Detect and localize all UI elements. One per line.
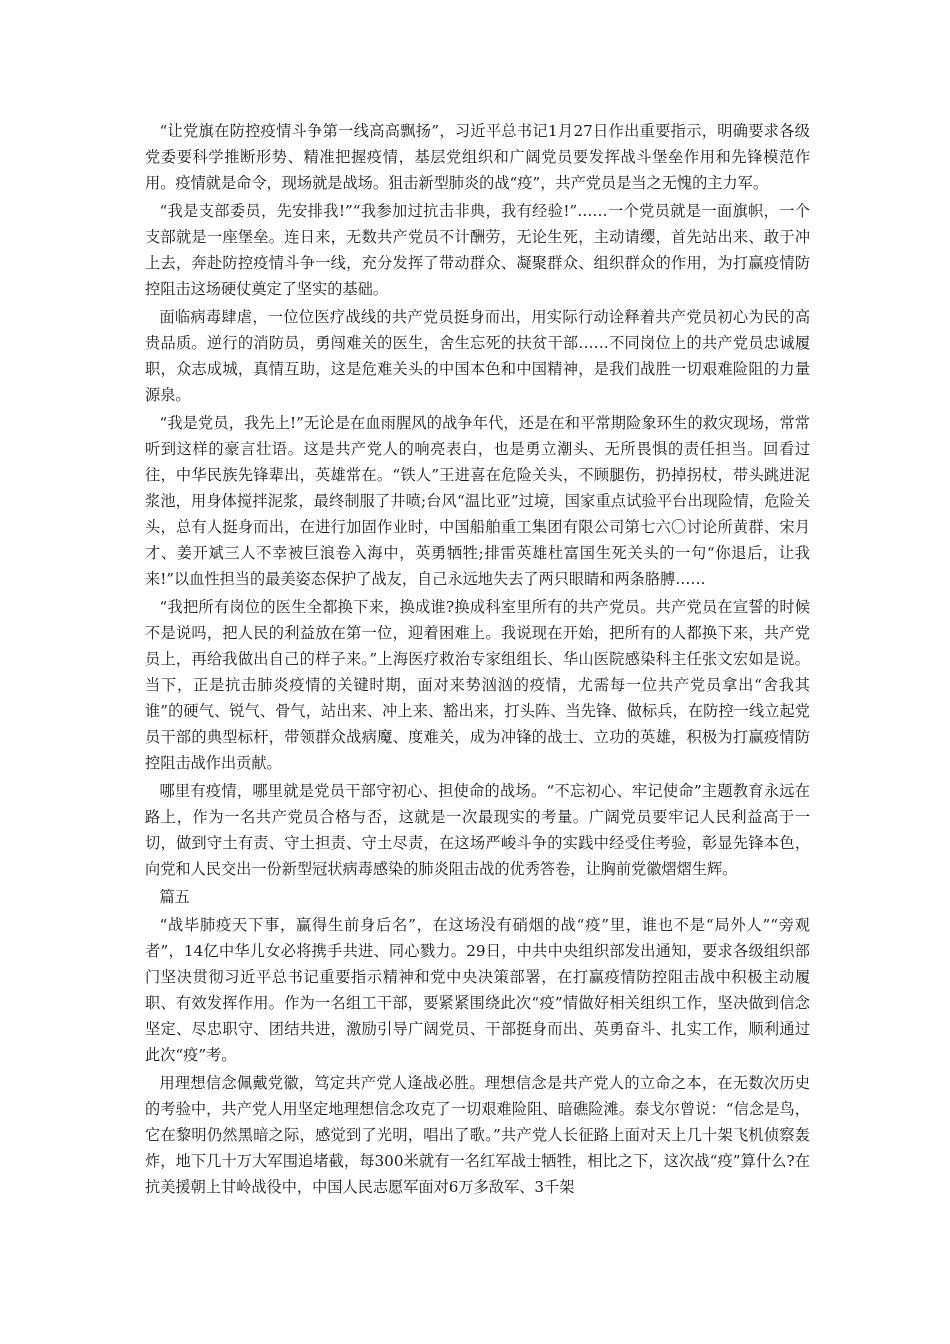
paragraph-6: 哪里有疫情，哪里就是党员干部守初心、担使命的战场。“不忘初心、牢记使命”主题教育永远在路上，作为一名共产党员合格与否，这就是一次最现实的考量。广阔党员要牢记人民利益高于一切，做到守土有责、守土担责、守土尽责，在这场严峻斗争的实践中经受住考验，彰显先锋本色，向党和人民交出一份新型冠状病毒感染的肺炎阻击战的优秀答卷，让胸前党徽熠熠生辉。 — [145, 782, 810, 878]
paragraph-4: “我是党员，我先上!”无论是在血雨腥风的战争年代，还是在和平常期险象环生的救灾现场，常常听到这样的豪言壮语。这是共产党人的响亮表白，也是勇立潮头、无所畏惧的责任担当。回看过往，中华民族先锋辈出，英雄常在。“铁人”王进喜在危险关头，不顾腿伤，扔掉拐杖，带头跳进泥浆池，用身体搅拌泥浆，最终制服了井喷;台风“温比亚”过境，国家重点试验平台出现险情，危险关头，总有人挺身而出，在进行加固作业时，中国船舶重工集团有限公司第七六〇讨论所黄群、宋月才、姜开斌三人不幸被巨浪卷入海中，英勇牺牲;排雷英雄杜富国生死关头的一句“你退后，让我来!”以血性担当的最美姿态保护了战友，自己永远地失去了两只眼睛和两条胳膊…… — [145, 414, 810, 588]
paragraph-3: 面临病毒肆虐，一位位医疗战线的共产党员挺身而出，用实际行动诠释着共产党员初心为民的高贵品质。逆行的消防员，勇闯难关的医生，舍生忘死的扶贫干部……不同岗位上的共产党员忠诚履职，众志成城，真情互助，这是危难关头的中国本色和中国精神，是我们战胜一切艰难险阻的力量源泉。 — [145, 308, 810, 404]
section-heading: 篇五 — [159, 888, 190, 906]
paragraph-7: “战毕肺疫天下事，赢得生前身后名”，在这场没有硝烟的战“疫”里，谁也不是“局外人”“旁观者”，14亿中华儿女必将携手共进、同心戮力。29日，中共中央组织部发出通知，要求各级组织部门坚决贯彻习近平总书记重要指示精神和党中央决策部署，在打赢疫情防控阻击战中积极主动履职、有效发挥作用。作为一名组工干部，要紧紧围绕此次“疫”情做好相关组织工作，坚决做到信念坚定、尽忠职守、团结共进，激励引导广阔党员、干部挺身而出、英勇奋斗、扎实工作，顺利通过此次“疫”考。 — [145, 916, 810, 1064]
paragraph-1: “让党旗在防控疫情斗争第一线高高飘扬”，习近平总书记1月27日作出重要指示，明确要求各级党委要科学推断形势、精准把握疫情，基层党组织和广阔党员要发挥战斗堡垒作用和先锋模范作用。疫情就是命令，现场就是战场。狙击新型肺炎的战“疫”，共产党员是当之无愧的主力军。 — [145, 122, 810, 192]
document-body — [145, 118, 810, 1202]
paragraph-8: 用理想信念佩戴党徽，笃定共产党人逢战必胜。理想信念是共产党人的立命之本，在无数次历史的考验中，共产党人用坚定地理想信念攻克了一切艰难险阻、暗礁险滩。泰戈尔曾说：“信念是鸟，它在黎明仍然黑暗之际，感觉到了光明，唱出了歌。”共产党人长征路上面对天上几十架飞机侦察轰炸，地下几十万大军围追堵截，每300米就有一名红军战士牺牲，相比之下，这次战“疫”算什么?在抗美援朝上甘岭战役中，中国人民志愿军面对6万多敌军、3千架 — [145, 1074, 810, 1196]
paragraph-5: “我把所有岗位的医生全都换下来，换成谁?换成科室里所有的共产党员。共产党员在宣誓的时候不是说吗，把人民的利益放在第一位，迎着困难上。我说现在开始，把所有的人都换下来，共产党员上，再给我做出自己的样子来。”上海医疗救治专家组组长、华山医院感染科主任张文宏如是说。当下，正是抗击肺炎疫情的关键时期，面对来势汹汹的疫情，尤需每一位共产党员拿出“舍我其谁”的硬气、锐气、骨气，站出来、冲上来、豁出来，打头阵、当先锋、做标兵，在防控一线立起党员干部的典型标杆，带领群众战病魔、度难关，成为冲锋的战士、立功的英雄，积极为打赢疫情防控阻击战作出贡献。 — [145, 598, 810, 772]
paragraph-2: “我是支部委员，先安排我!”“我参加过抗击非典，我有经验!”……一个党员就是一面旗帜，一个支部就是一座堡垒。连日来，无数共产党员不计酬劳，无论生死，主动请缨，首先站出来、敢于冲上去，奔赴防控疫情斗争一线，充分发挥了带动群众、凝聚群众、组织群众的作用，为打赢疫情防控阻击这场硬仗奠定了坚实的基础。 — [145, 202, 810, 298]
